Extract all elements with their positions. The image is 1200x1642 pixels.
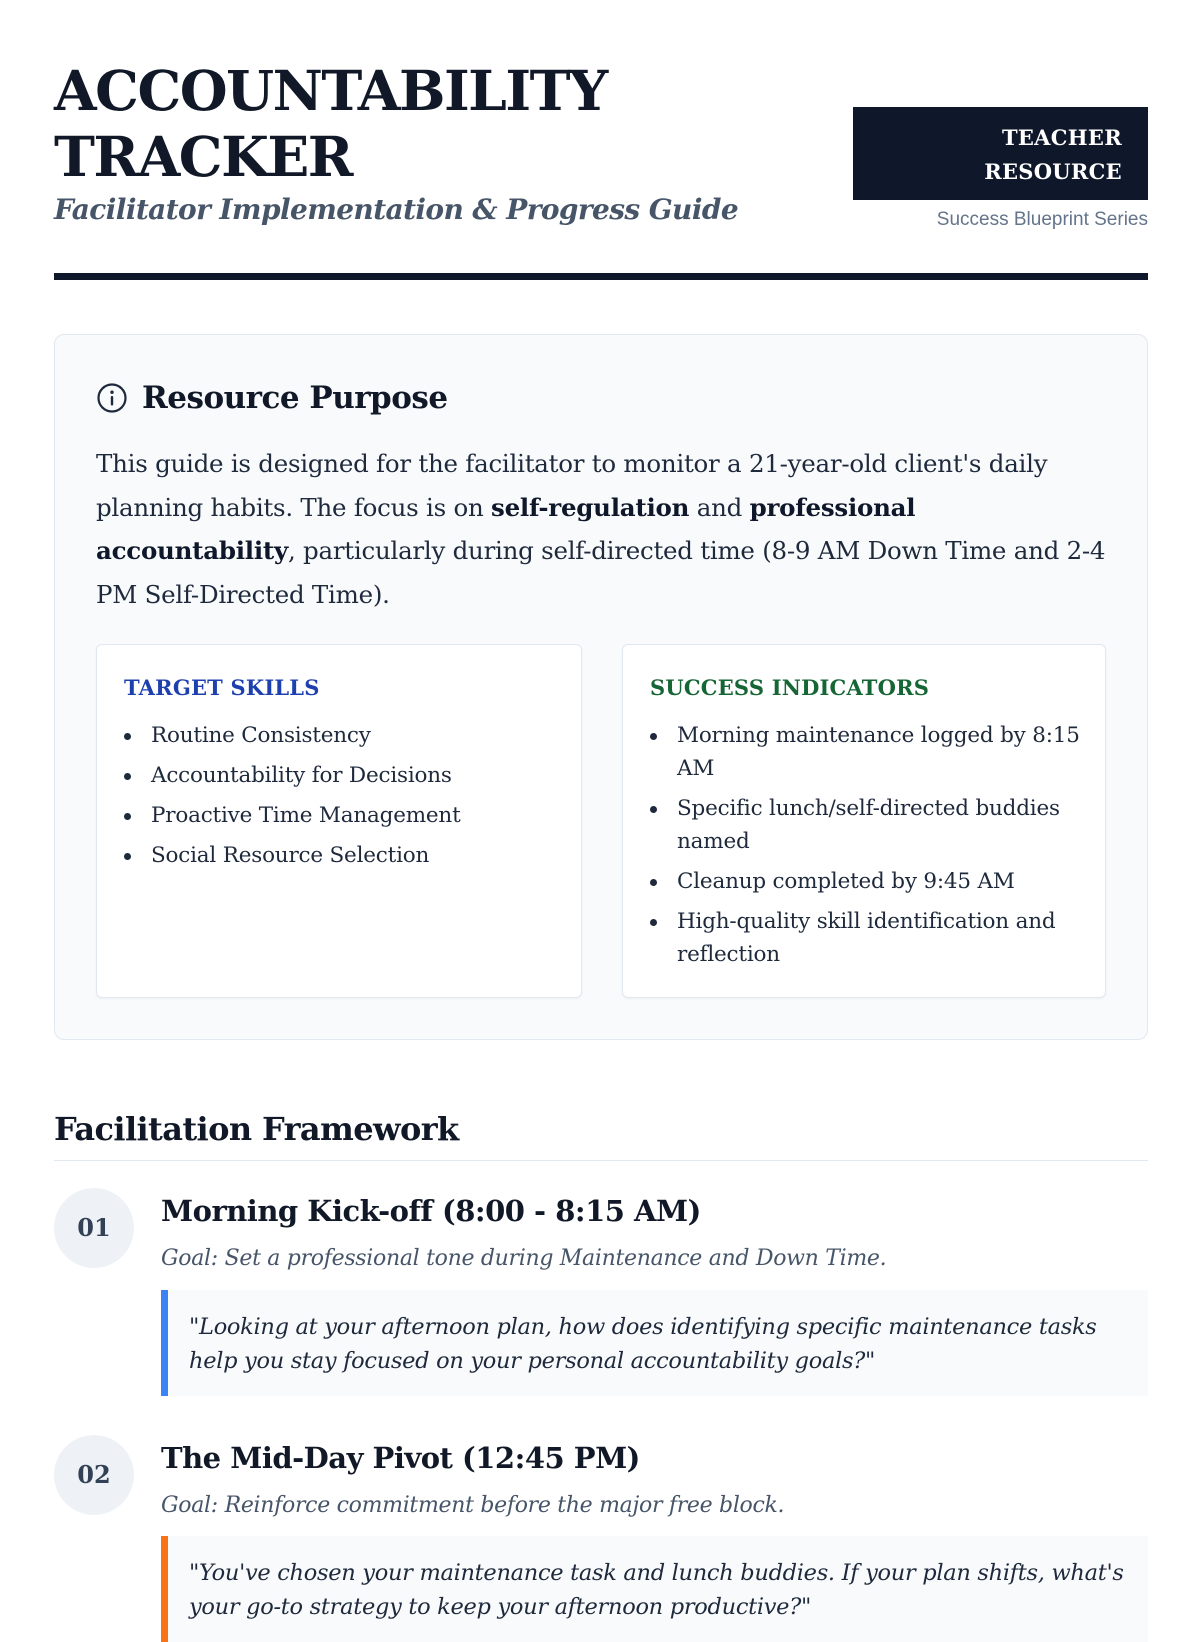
purpose-description bbox=[96, 442, 1106, 616]
step-quote: "You've chosen your maintenance task and lunch buddies. If your plan shifts, what's your go-to strategy to keep your afternoon productive?" bbox=[161, 1536, 1148, 1642]
target-skills-card bbox=[96, 644, 582, 998]
purpose-title: Resource Purpose bbox=[142, 380, 448, 416]
page bbox=[54, 0, 1148, 1620]
list-item: Cleanup completed by 9:45 AM bbox=[650, 865, 1080, 898]
target-skills-title: TARGET SKILLS bbox=[124, 675, 320, 700]
badge-line-1: TEACHER bbox=[1001, 125, 1122, 150]
list-item: Morning maintenance logged by 8:15 AM bbox=[650, 719, 1080, 785]
step-goal: Goal: Set a professional tone during Maintenance and Down Time. bbox=[161, 1246, 887, 1271]
purpose-bold-1: self-regulation bbox=[491, 492, 690, 522]
page-subtitle: Facilitator Implementation & Progress Guide bbox=[54, 193, 739, 226]
step-quote: "Looking at your afternoon plan, how does identifying specific maintenance tasks help you stay focused on your personal accountability goals?" bbox=[161, 1290, 1148, 1396]
success-indicators-title: SUCCESS INDICATORS bbox=[650, 675, 930, 700]
badge-line-2: RESOURCE bbox=[984, 159, 1122, 184]
purpose-heading bbox=[96, 380, 448, 416]
info-icon bbox=[96, 382, 128, 414]
header bbox=[54, 0, 1148, 284]
list-item: Social Resource Selection bbox=[124, 839, 554, 872]
purpose-text-3: , particularly during self-directed time (8-9 AM Down Time and 2-4 PM Self-Directed Time). bbox=[96, 536, 1106, 609]
title-line-1: ACCOUNTABILITY bbox=[54, 58, 607, 123]
step-number-badge: 01 bbox=[54, 1188, 134, 1268]
teacher-resource-badge bbox=[853, 107, 1148, 200]
success-indicators-list bbox=[650, 719, 1080, 978]
list-item: High-quality skill identification and reflection bbox=[650, 905, 1080, 971]
header-divider bbox=[54, 273, 1148, 280]
target-skills-list bbox=[124, 719, 554, 879]
series-label: Success Blueprint Series bbox=[936, 209, 1148, 230]
success-indicators-card bbox=[622, 644, 1106, 998]
list-item: Specific lunch/self-directed buddies named bbox=[650, 792, 1080, 858]
purpose-bold-2: professional accountability bbox=[96, 492, 916, 565]
framework-title: Facilitation Framework bbox=[54, 1110, 459, 1148]
step-title: Morning Kick-off (8:00 - 8:15 AM) bbox=[161, 1194, 701, 1228]
list-item: Routine Consistency bbox=[124, 719, 554, 752]
page-title bbox=[54, 58, 607, 190]
purpose-text-2: and bbox=[689, 492, 750, 522]
title-line-2: TRACKER bbox=[54, 124, 353, 189]
step-goal: Goal: Reinforce commitment before the major free block. bbox=[161, 1493, 785, 1518]
step-title: The Mid-Day Pivot (12:45 PM) bbox=[161, 1441, 640, 1475]
purpose-text-1: This guide is designed for the facilitator to monitor a 21-year-old client's daily planning habits. The focus is on bbox=[96, 449, 1048, 522]
step-number-badge: 02 bbox=[54, 1435, 134, 1515]
list-item: Accountability for Decisions bbox=[124, 759, 554, 792]
framework-divider bbox=[54, 1160, 1148, 1161]
list-item: Proactive Time Management bbox=[124, 799, 554, 832]
